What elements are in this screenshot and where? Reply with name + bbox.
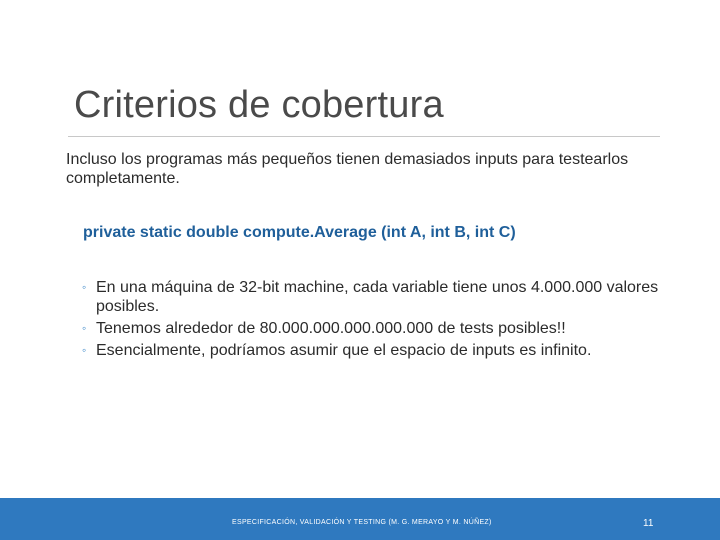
bullet-text: Esencialmente, podríamos asumir que el espacio de inputs es infinito. <box>96 342 592 359</box>
code-signature: private static double compute.Average (int A, int B, int C) <box>83 224 516 241</box>
footer-text: ESPECIFICACIÓN, VALIDACIÓN Y TESTING (M. G. MERAYO Y M. NÚÑEZ) <box>232 519 492 526</box>
title-divider <box>68 136 660 137</box>
page-number: 11 <box>643 518 654 529</box>
bullet-circle-icon: ◦ <box>82 280 87 294</box>
bullet-item <box>82 278 682 316</box>
intro-text: Incluso los programas más pequeños tienen demasiados inputs para testearlos completamente. <box>66 151 629 187</box>
bullet-item <box>82 341 682 360</box>
bullet-circle-icon: ◦ <box>82 321 87 335</box>
bullet-text: Tenemos alrededor de 80.000.000.000.000.000 de tests posibles!! <box>96 320 566 337</box>
bullet-item <box>82 319 682 338</box>
slide-title: Criterios de cobertura <box>74 84 444 126</box>
bullet-text: En una máquina de 32-bit machine, cada variable tiene unos 4.000.000 valores posibles. <box>96 279 659 315</box>
bullet-circle-icon: ◦ <box>82 343 87 357</box>
bullet-list <box>82 278 682 363</box>
